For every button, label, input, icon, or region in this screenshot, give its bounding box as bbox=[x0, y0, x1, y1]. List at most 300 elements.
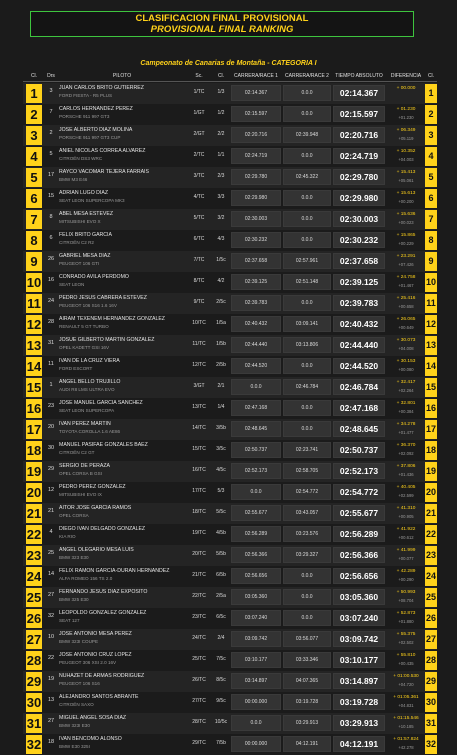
scratch-position: 2/GT bbox=[193, 131, 205, 137]
gap-to-previous: +07.426 bbox=[398, 262, 414, 267]
position-badge-right: 28 bbox=[425, 651, 437, 670]
class-position: 1/5a bbox=[216, 320, 226, 326]
best-time: 02:44.520 bbox=[333, 358, 385, 374]
gap-to-leader: + 15.413 bbox=[396, 170, 416, 175]
col-pos-right: Cl. bbox=[427, 73, 435, 79]
pilot-name: PEDRO JESUS CABRERA ESTEVEZ bbox=[59, 295, 147, 301]
race2-time: 0.0.0 bbox=[283, 148, 331, 164]
best-time: 03:14.897 bbox=[333, 673, 385, 689]
gap-to-previous: +04.720 bbox=[398, 682, 414, 687]
race2-time: 02:46.784 bbox=[283, 379, 331, 395]
best-time: 04:12.191 bbox=[333, 736, 385, 752]
position-badge-right: 18 bbox=[425, 441, 437, 460]
class-position: 4/2 bbox=[217, 278, 225, 284]
race2-time: 0.0.0 bbox=[283, 358, 331, 374]
dorsal-number: 25 bbox=[47, 550, 55, 556]
position-badge-right: 20 bbox=[425, 483, 437, 502]
pilot-name: CONRADO AVILA PERDOMO bbox=[59, 274, 129, 280]
table-row bbox=[0, 335, 457, 356]
dorsal-number: 20 bbox=[47, 424, 55, 430]
position-badge-right: 10 bbox=[425, 273, 437, 292]
title-spanish: CLASIFICACION FINAL PROVISIONAL bbox=[135, 13, 309, 24]
pilot-name: IVAN DE LA CRUZ VIERA bbox=[59, 358, 120, 364]
scratch-position: 20/TC bbox=[192, 551, 206, 557]
position-badge: 13 bbox=[26, 338, 42, 353]
gap-to-leader: + 15.613 bbox=[396, 191, 416, 196]
dorsal-number: 1 bbox=[49, 382, 53, 388]
pilot-name: AITOR JOSE GARCIA RAMOS bbox=[59, 505, 132, 511]
gap-to-leader: + 40.405 bbox=[396, 485, 416, 490]
gap-to-leader: + 32.801 bbox=[396, 401, 416, 406]
car-model: BMW 323 E30 bbox=[59, 555, 89, 560]
position-badge-right: 3 bbox=[425, 126, 437, 145]
position-badge: 5 bbox=[26, 168, 42, 187]
table-row bbox=[0, 650, 457, 671]
car-model: BMW 325 E30 bbox=[59, 597, 89, 602]
gap-to-previous: +02.092 bbox=[398, 451, 414, 456]
scratch-position: 19/TC bbox=[192, 530, 206, 536]
gap-to-previous: +00.229 bbox=[398, 241, 414, 246]
dorsal-number: 12 bbox=[47, 487, 55, 493]
gap-to-previous: +00.649 bbox=[398, 325, 414, 330]
car-model: BMW M3 E46 bbox=[59, 177, 88, 182]
race1-time: 02:39.783 bbox=[231, 295, 281, 311]
position-badge: 4 bbox=[26, 147, 42, 166]
pilot-name: IVAN BENCOMO ALONSO bbox=[59, 736, 122, 742]
position-badge-right: 8 bbox=[425, 231, 437, 250]
pilot-name: ANGEL BELLO TRUJILLO bbox=[59, 379, 121, 385]
class-position: 8/5c bbox=[216, 677, 226, 683]
race1-time: 03:10.177 bbox=[231, 652, 281, 668]
pilot-name: LEOPOLDO GONZALEZ GONZALEZ bbox=[59, 610, 147, 616]
race2-time: 02:54.772 bbox=[283, 484, 331, 500]
dorsal-number: 26 bbox=[47, 256, 55, 262]
race1-time: 02:29.780 bbox=[231, 169, 281, 185]
race2-time: 02:57.961 bbox=[283, 253, 331, 269]
scratch-position: 16/TC bbox=[192, 467, 206, 473]
position-badge-right: 26 bbox=[425, 609, 437, 628]
position-badge: 23 bbox=[26, 548, 42, 563]
position-badge: 29 bbox=[26, 674, 42, 689]
position-badge-right: 2 bbox=[425, 105, 437, 124]
gap-to-leader: + 55.375 bbox=[396, 632, 416, 637]
race1-time: 02:44.440 bbox=[231, 337, 281, 353]
pilot-name: ANIEL NICOLAS CORREA ALVAREZ bbox=[59, 148, 146, 154]
table-row bbox=[0, 188, 457, 209]
table-row bbox=[0, 587, 457, 608]
gap-to-leader: + 55.810 bbox=[396, 653, 416, 658]
gap-to-previous: +04.008 bbox=[398, 346, 414, 351]
scratch-position: 4/TC bbox=[193, 194, 205, 200]
gap-to-previous: +04.831 bbox=[398, 703, 414, 708]
gap-to-leader: + 34.278 bbox=[396, 422, 416, 427]
scratch-position: 21/TC bbox=[192, 572, 206, 578]
scratch-position: 27/TC bbox=[192, 698, 206, 704]
race1-time: 02:48.645 bbox=[231, 421, 281, 437]
dorsal-number: 4 bbox=[49, 529, 53, 535]
scratch-position: 8/TC bbox=[193, 278, 205, 284]
col-pos: Cl. bbox=[30, 73, 38, 79]
pilot-name: JOSE ANTONIO CRUZ LOPEZ bbox=[59, 652, 132, 658]
race2-time: 0.0.0 bbox=[283, 589, 331, 605]
race1-time: 02:56.366 bbox=[231, 547, 281, 563]
class-position: 3/3 bbox=[217, 194, 225, 200]
dorsal-number: 3 bbox=[49, 88, 53, 94]
class-position: 7/5c bbox=[216, 656, 226, 662]
car-model: MITSUBISHI EVO IX bbox=[59, 492, 102, 497]
position-badge-right: 6 bbox=[425, 189, 437, 208]
scratch-position: 28/TC bbox=[192, 719, 206, 725]
gap-to-leader: + 00.000 bbox=[396, 86, 416, 91]
position-badge-right: 24 bbox=[425, 567, 437, 586]
position-badge-right: 19 bbox=[425, 462, 437, 481]
car-model: MITSUBISHI EVO X bbox=[59, 219, 101, 224]
dorsal-number: 5 bbox=[49, 151, 53, 157]
race1-time: 0.0.0 bbox=[231, 379, 281, 395]
dorsal-number: 22 bbox=[47, 655, 55, 661]
scratch-position: 15/TC bbox=[192, 446, 206, 452]
table-row bbox=[0, 125, 457, 146]
gap-to-leader: + 01.230 bbox=[396, 107, 416, 112]
col-scratch: Sc. bbox=[195, 73, 203, 79]
pilot-name: FERNANDO JESUS DIAZ EXPOSITO bbox=[59, 589, 148, 595]
col-race1: CARRERA/RACE 1 bbox=[234, 73, 278, 79]
race2-time: 03:09.141 bbox=[283, 316, 331, 332]
position-badge: 16 bbox=[26, 401, 42, 416]
table-row bbox=[0, 545, 457, 566]
gap-to-leader: + 01:05.361 bbox=[393, 695, 419, 700]
class-position: 2/1 bbox=[217, 383, 225, 389]
gap-to-previous: +10.185 bbox=[398, 724, 414, 729]
race2-time: 04:12.191 bbox=[283, 736, 331, 752]
race2-time: 0.0.0 bbox=[283, 190, 331, 206]
gap-to-leader: + 41.922 bbox=[396, 527, 416, 532]
table-row bbox=[0, 272, 457, 293]
position-badge: 3 bbox=[26, 126, 42, 145]
race1-time: 02:44.520 bbox=[231, 358, 281, 374]
scratch-position: 9/TC bbox=[193, 299, 205, 305]
table-row bbox=[0, 314, 457, 335]
table-row bbox=[0, 440, 457, 461]
car-model: ALFA ROMEO 156 TS 2.0 bbox=[59, 576, 113, 581]
scratch-position: 17/TC bbox=[192, 488, 206, 494]
table-row bbox=[0, 629, 457, 650]
pilot-name: JOSUE GILBERTO MARTIN GONZALEZ bbox=[59, 337, 155, 343]
col-race2: CARRERA/RACE 2 bbox=[285, 73, 329, 79]
scratch-position: 11/TC bbox=[192, 341, 206, 347]
table-row bbox=[0, 83, 457, 104]
car-model: CITROËN C2 R2 bbox=[59, 240, 94, 245]
scratch-position: 23/TC bbox=[192, 614, 206, 620]
pilot-name: ALEJANDRO SANTOS ABRANTE bbox=[59, 694, 139, 700]
car-model: PEUGEOT 106 S16 bbox=[59, 681, 100, 686]
best-time: 02:52.173 bbox=[333, 463, 385, 479]
race1-time: 02:29.980 bbox=[231, 190, 281, 206]
position-badge-right: 25 bbox=[425, 588, 437, 607]
pilot-name: MANUEL PASIFAE GONZALES BAEZ bbox=[59, 442, 148, 448]
best-time: 02:39.783 bbox=[333, 295, 385, 311]
position-badge-right: 5 bbox=[425, 168, 437, 187]
best-time: 02:46.784 bbox=[333, 379, 385, 395]
position-badge-right: 12 bbox=[425, 315, 437, 334]
class-position: 2/4 bbox=[217, 635, 225, 641]
position-badge: 7 bbox=[26, 210, 42, 229]
table-row bbox=[0, 482, 457, 503]
pilot-name: JOSE MANUEL GARCIA SANCHEZ bbox=[59, 400, 143, 406]
position-badge: 2 bbox=[26, 105, 42, 124]
race2-time: 03:33.346 bbox=[283, 652, 331, 668]
gap-to-previous: +00.077 bbox=[398, 556, 414, 561]
race2-time: 0.0.0 bbox=[283, 568, 331, 584]
class-position: 6/5b bbox=[216, 572, 226, 578]
race2-time: 0.0.0 bbox=[283, 421, 331, 437]
race1-time: 02:56.656 bbox=[231, 568, 281, 584]
position-badge-right: 1 bbox=[425, 84, 437, 103]
scratch-position: 2/TC bbox=[193, 152, 205, 158]
championship-subtitle: Campeonato de Canarias de Montaña - CATEGORIA I bbox=[140, 60, 317, 67]
gap-to-previous: +08.704 bbox=[398, 598, 414, 603]
dorsal-number: 8 bbox=[49, 214, 53, 220]
car-model: PEUGEOT 306 XSI 2.0 16V bbox=[59, 660, 117, 665]
race1-time: 02:30.003 bbox=[231, 211, 281, 227]
gap-to-leader: + 06.349 bbox=[396, 128, 416, 133]
scratch-position: 24/TC bbox=[192, 635, 206, 641]
best-time: 02:30.003 bbox=[333, 211, 385, 227]
dorsal-number: 16 bbox=[47, 277, 55, 283]
table-row bbox=[0, 377, 457, 398]
dorsal-number: 28 bbox=[47, 319, 55, 325]
class-position: 2/3 bbox=[217, 173, 225, 179]
gap-to-leader: + 36.370 bbox=[396, 443, 416, 448]
table-row bbox=[0, 734, 457, 755]
scratch-position: 3/GT bbox=[193, 383, 205, 389]
gap-to-previous: +01.880 bbox=[398, 619, 414, 624]
best-time: 03:05.360 bbox=[333, 589, 385, 605]
race1-time: 02:37.658 bbox=[231, 253, 281, 269]
position-badge: 20 bbox=[26, 485, 42, 500]
position-badge: 17 bbox=[26, 422, 42, 437]
table-row bbox=[0, 398, 457, 419]
dorsal-number: 11 bbox=[48, 361, 54, 367]
gap-to-leader: + 32.417 bbox=[396, 380, 416, 385]
gap-to-previous: +02.264 bbox=[398, 388, 414, 393]
class-position: 2/2 bbox=[217, 131, 225, 137]
position-badge: 11 bbox=[27, 296, 41, 311]
pilot-name: AIRAM TEXENEM HERNANDEZ GONZALEZ bbox=[59, 316, 165, 322]
class-position: 2/5c bbox=[216, 299, 226, 305]
position-badge: 32 bbox=[26, 737, 42, 752]
best-time: 03:09.742 bbox=[333, 631, 385, 647]
dorsal-number: 15 bbox=[47, 193, 55, 199]
car-model: PORSCHE 911 997 GT3 CUP bbox=[59, 135, 121, 140]
race1-time: 02:50.737 bbox=[231, 442, 281, 458]
race1-time: 03:09.742 bbox=[231, 631, 281, 647]
table-row bbox=[0, 503, 457, 524]
car-model: TOYOTA COROLLA 1.6 AE86 bbox=[59, 429, 121, 434]
race1-time: 02:55.677 bbox=[231, 505, 281, 521]
best-time: 02:15.597 bbox=[333, 106, 385, 122]
race1-time: 02:40.432 bbox=[231, 316, 281, 332]
scratch-position: 18/TC bbox=[192, 509, 206, 515]
race2-time: 0.0.0 bbox=[283, 610, 331, 626]
table-row bbox=[0, 104, 457, 125]
best-time: 02:20.716 bbox=[333, 127, 385, 143]
car-model: OPEL KADETT GSI 16V bbox=[59, 345, 110, 350]
gap-to-leader: + 01:15.546 bbox=[393, 716, 419, 721]
position-badge-right: 27 bbox=[425, 630, 437, 649]
race1-time: 03:14.897 bbox=[231, 673, 281, 689]
position-badge-right: 4 bbox=[425, 147, 437, 166]
position-badge: 1 bbox=[26, 84, 42, 103]
gap-to-previous: +00.384 bbox=[398, 409, 414, 414]
race2-time: 03:29.327 bbox=[283, 547, 331, 563]
scratch-position: 6/TC bbox=[193, 236, 205, 242]
pilot-name: ADRIAN LUGO DIAZ bbox=[59, 190, 109, 196]
best-time: 03:07.240 bbox=[333, 610, 385, 626]
position-badge: 19 bbox=[26, 464, 42, 479]
position-badge-right: 14 bbox=[425, 357, 437, 376]
car-model: OPEL CORSA B GSI bbox=[59, 471, 102, 476]
race2-time: 02:45.322 bbox=[283, 169, 331, 185]
race2-time: 03:19.728 bbox=[283, 694, 331, 710]
car-model: PEUGEOT 106 S16 1.6 16V bbox=[59, 303, 117, 308]
best-time: 02:29.780 bbox=[333, 169, 385, 185]
best-time: 02:37.658 bbox=[333, 253, 385, 269]
gap-to-leader: + 41.999 bbox=[396, 548, 416, 553]
best-time: 02:44.440 bbox=[333, 337, 385, 353]
race1-time: 00:00.000 bbox=[231, 694, 281, 710]
race2-time: 03:43.057 bbox=[283, 505, 331, 521]
race1-time: 0.0.0 bbox=[231, 715, 281, 731]
table-row bbox=[0, 356, 457, 377]
car-model: SEAT 127 bbox=[59, 618, 80, 623]
best-time: 03:10.177 bbox=[333, 652, 385, 668]
position-badge-right: 29 bbox=[425, 672, 437, 691]
gap-to-leader: + 25.416 bbox=[396, 296, 416, 301]
position-badge: 25 bbox=[26, 590, 42, 605]
race1-time: 0.0.0 bbox=[231, 484, 281, 500]
race2-time: 03:56.077 bbox=[283, 631, 331, 647]
car-model: CITROËN DS3 WRC bbox=[59, 156, 103, 161]
best-time: 02:14.367 bbox=[333, 85, 385, 101]
car-model: FORD FIESTA - R5 PLUS bbox=[59, 93, 113, 98]
scratch-position: 29/TC bbox=[192, 740, 206, 746]
dorsal-number: 32 bbox=[47, 613, 55, 619]
table-row bbox=[0, 146, 457, 167]
race2-time: 03:29.913 bbox=[283, 715, 331, 731]
gap-to-leader: + 01:00.530 bbox=[393, 674, 419, 679]
car-model: AUDI R8 LMS ULTRA EVO bbox=[59, 387, 115, 392]
dorsal-number: 27 bbox=[47, 592, 55, 598]
race2-time: 02:58.705 bbox=[283, 463, 331, 479]
table-row bbox=[0, 461, 457, 482]
pilot-name: RAYCO VACOMAR TEJERA FARRAIS bbox=[59, 169, 149, 175]
class-position: 5/5c bbox=[216, 509, 226, 515]
class-position: 1/2 bbox=[217, 110, 225, 116]
best-time: 02:29.980 bbox=[333, 190, 385, 206]
gap-to-previous: +00.658 bbox=[398, 304, 414, 309]
car-model: OPEL CORSA bbox=[59, 513, 89, 518]
best-time: 02:54.772 bbox=[333, 484, 385, 500]
race1-time: 02:52.173 bbox=[231, 463, 281, 479]
dorsal-number: 24 bbox=[47, 298, 55, 304]
table-row bbox=[0, 671, 457, 692]
dorsal-number: 19 bbox=[47, 676, 55, 682]
class-position: 1/4 bbox=[217, 404, 225, 410]
col-pilot: PILOTO bbox=[112, 73, 132, 79]
pilot-name: CARLOS HERNANDEZ PEREZ bbox=[59, 106, 133, 112]
dorsal-number: 30 bbox=[47, 445, 55, 451]
gap-to-previous: +01.477 bbox=[398, 430, 414, 435]
gap-to-leader: + 15.865 bbox=[396, 233, 416, 238]
dorsal-number: 2 bbox=[49, 130, 53, 136]
position-badge-right: 30 bbox=[425, 693, 437, 712]
dorsal-number: 18 bbox=[47, 739, 55, 745]
class-position: 10/5c bbox=[214, 719, 228, 725]
position-badge: 18 bbox=[26, 443, 42, 458]
dorsal-number: 17 bbox=[47, 172, 55, 178]
position-badge-right: 31 bbox=[425, 714, 437, 733]
scratch-position: 12/TC bbox=[192, 362, 206, 368]
dorsal-number: 23 bbox=[47, 403, 55, 409]
position-badge-right: 9 bbox=[425, 252, 437, 271]
position-badge-right: 32 bbox=[425, 735, 437, 754]
position-badge: 6 bbox=[26, 189, 42, 208]
best-time: 03:29.913 bbox=[333, 715, 385, 731]
pilot-name: JOSE ALBERTO DIAZ MOLINA bbox=[59, 127, 133, 133]
race1-time: 02:47.168 bbox=[231, 400, 281, 416]
car-model: SEAT LEON bbox=[59, 282, 85, 287]
race1-time: 02:14.367 bbox=[231, 85, 281, 101]
pilot-name: SERGIO DE PERAZA bbox=[59, 463, 111, 469]
position-badge: 21 bbox=[26, 506, 42, 521]
best-time: 02:56.366 bbox=[333, 547, 385, 563]
gap-to-previous: +05.119 bbox=[398, 136, 414, 141]
scratch-position: 14/TC bbox=[192, 425, 206, 431]
gap-to-previous: +00.290 bbox=[398, 577, 414, 582]
position-badge: 10 bbox=[26, 275, 42, 290]
position-badge-right: 16 bbox=[425, 399, 437, 418]
position-badge: 9 bbox=[26, 252, 42, 271]
gap-to-previous: +00.023 bbox=[398, 220, 414, 225]
dorsal-number: 31 bbox=[47, 340, 55, 346]
dorsal-number: 6 bbox=[49, 235, 53, 241]
position-badge: 22 bbox=[26, 527, 42, 542]
pilot-name: NUHAZET DE ARMAS RODRIGUEZ bbox=[59, 673, 145, 679]
race1-time: 02:20.716 bbox=[231, 127, 281, 143]
best-time: 02:40.432 bbox=[333, 316, 385, 332]
best-time: 02:24.719 bbox=[333, 148, 385, 164]
position-badge: 24 bbox=[26, 569, 42, 584]
position-badge: 27 bbox=[26, 632, 42, 647]
table-row bbox=[0, 692, 457, 713]
pilot-name: MIGUEL ANGEL SOSA DIAZ bbox=[59, 715, 127, 721]
table-row bbox=[0, 713, 457, 734]
scratch-position: 1/GT bbox=[193, 110, 205, 116]
gap-to-leader: + 42.289 bbox=[396, 569, 416, 574]
position-badge-right: 22 bbox=[425, 525, 437, 544]
race1-time: 02:15.597 bbox=[231, 106, 281, 122]
scratch-position: 10/TC bbox=[192, 320, 206, 326]
car-model: RENAULT 5 GT TURBO bbox=[59, 324, 109, 329]
race2-time: 0.0.0 bbox=[283, 400, 331, 416]
gap-to-previous: +01.436 bbox=[398, 472, 414, 477]
race2-time: 0.0.0 bbox=[283, 106, 331, 122]
car-model: FORD ESCORT bbox=[59, 366, 93, 371]
gap-to-leader: + 30.073 bbox=[396, 338, 416, 343]
class-position: 4/3 bbox=[217, 236, 225, 242]
dorsal-number: 10 bbox=[47, 634, 55, 640]
